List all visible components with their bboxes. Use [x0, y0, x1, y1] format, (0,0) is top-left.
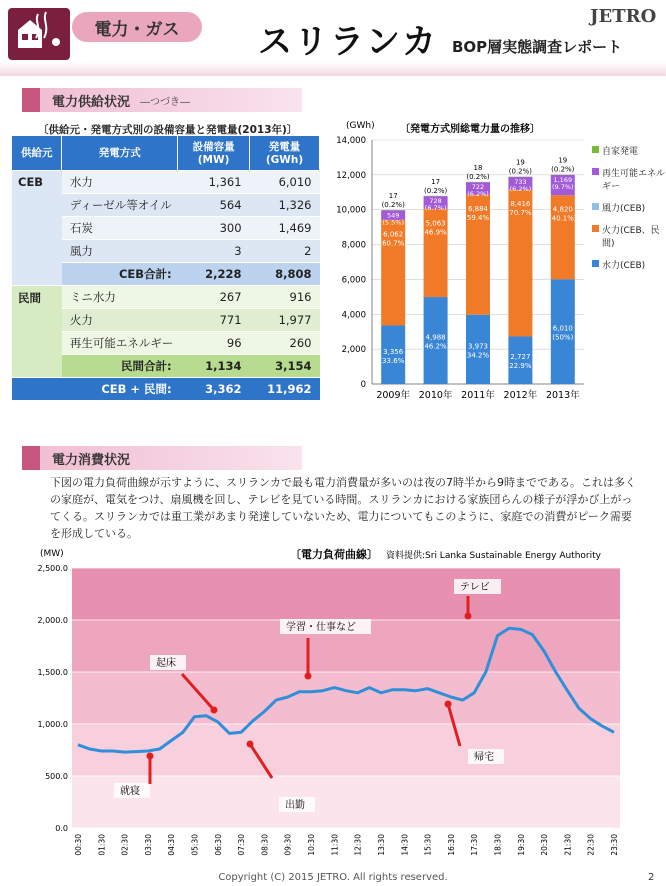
method-cell: 風力 — [62, 239, 178, 262]
data-label: 17 — [431, 177, 441, 186]
y-axis-label: (MW) — [40, 549, 64, 559]
x-tick-label: 17:30 — [470, 834, 480, 856]
x-tick-label: 21:30 — [563, 834, 573, 856]
page-number: 2 — [648, 872, 655, 883]
data-label: (50%) — [552, 333, 574, 342]
data-label: (5.5%) — [382, 218, 404, 227]
chart-band — [72, 568, 620, 620]
legend-item — [592, 258, 666, 271]
y-tick-label: 2,000.0 — [37, 616, 68, 625]
subtotal-label: CEB合計: — [62, 262, 178, 285]
legend-label: 再生可能エネルギー — [602, 169, 666, 192]
y-tick-label: 10,000 — [336, 205, 366, 216]
x-tick-label: 18:30 — [493, 834, 503, 856]
y-tick-label: 14,000 — [336, 136, 366, 146]
data-label: (40.1%) — [548, 214, 577, 223]
page-subtitle: BOP層実態調査レポート — [452, 38, 623, 56]
y-tick-label: 0 — [360, 380, 366, 390]
data-label: (22.9%) — [506, 362, 535, 371]
data-label: 3,973 — [467, 342, 489, 351]
chart-legend — [592, 144, 666, 280]
legend-label: 水力(CEB) — [602, 261, 646, 271]
section-bar — [22, 446, 40, 470]
legend-item — [592, 201, 666, 214]
section-bar — [22, 88, 40, 112]
arrow-head-icon — [247, 741, 254, 748]
section-title-text: 電力消費状況 — [52, 452, 131, 468]
x-tick-label: 12:30 — [353, 834, 363, 856]
gwh-cell: 1,469 — [250, 216, 320, 239]
table-row — [12, 170, 320, 193]
y-tick-label: 1,500.0 — [37, 668, 68, 677]
mw-cell: 564 — [178, 193, 250, 216]
legend-label: 自家発電 — [602, 147, 639, 157]
data-label: 722 — [471, 183, 485, 192]
data-label: 5,063 — [425, 219, 446, 228]
mw-cell: 3 — [178, 239, 250, 262]
data-label: (6.2%) — [467, 190, 489, 199]
mw-cell: 96 — [178, 331, 250, 354]
x-tick-label: 02:30 — [120, 834, 130, 856]
data-label: (33.6%) — [379, 356, 408, 365]
x-tick-label: 2012年 — [503, 390, 538, 401]
x-tick-label: 05:30 — [190, 834, 200, 856]
gwh-cell: 260 — [250, 331, 320, 354]
x-tick-label: 11:30 — [330, 834, 340, 856]
gwh-cell: 6,010 — [250, 170, 320, 193]
data-label: 6,062 — [383, 230, 404, 239]
chart-band — [72, 776, 620, 828]
x-tick-label: 2011年 — [461, 390, 495, 401]
legend-item — [592, 223, 666, 249]
method-cell: 再生可能エネルギー — [62, 331, 178, 354]
method-cell: ミニ水力 — [62, 285, 178, 308]
total-row — [12, 377, 320, 400]
col-header-supplier: 供給元 — [12, 136, 62, 170]
data-label: 2,727 — [510, 353, 531, 362]
load-curve-chart — [28, 546, 628, 868]
subtotal-gwh: 8,808 — [250, 262, 320, 285]
y-axis-label: (GWh) — [346, 121, 375, 131]
legend-label: 風力(CEB) — [602, 204, 646, 214]
header-divider — [0, 62, 666, 76]
arrow-head-icon — [147, 753, 154, 760]
data-label: (0.2%) — [508, 167, 533, 176]
x-tick-label: 08:30 — [260, 834, 270, 856]
page-title: スリランカ — [258, 22, 438, 62]
y-tick-label: 0.0 — [55, 824, 68, 833]
mw-cell: 771 — [178, 308, 250, 331]
body-paragraph: 下図の電力負荷曲線が示すように、スリランカで最も電力消費量が多いのは夜の7時半から9時までである。これは多くの家庭が、電気をつけ、扇風機を回し、テレビを見ている時間。スリランカにおける家族団らんの様子が浮かび上がってくる。スリランカでは重工業があまり発達していないため、電力についてもこのように、家庭での消費がピーク需要を形成している。 — [50, 476, 636, 540]
method-cell: ディーゼル等オイル — [62, 193, 178, 216]
y-tick-label: 500.0 — [45, 772, 68, 781]
data-label: (59.4%) — [464, 214, 492, 223]
copyright: Copyright (C) 2015 JETRO. All rights reserved. — [218, 872, 448, 883]
mw-cell: 267 — [178, 285, 250, 308]
y-tick-label: 12,000 — [336, 170, 366, 181]
section-continued: ―つづき― — [140, 96, 191, 108]
x-tick-label: 00:30 — [74, 834, 83, 856]
x-tick-label: 13:30 — [376, 834, 386, 856]
chart-title: 〔発電方式別総電力量の推移〕 — [400, 124, 540, 135]
data-label: (46.2%) — [421, 342, 450, 351]
x-tick-label: 06:30 — [213, 834, 223, 856]
legend-swatch — [592, 203, 599, 210]
data-label: 19 — [558, 156, 568, 165]
annotation-label: 就寝 — [120, 786, 140, 797]
category-logo-icon — [8, 8, 70, 60]
data-label: 19 — [515, 158, 525, 167]
chart-band — [72, 672, 620, 724]
x-tick-label: 01:30 — [97, 834, 107, 856]
x-tick-label: 03:30 — [143, 834, 153, 856]
data-label: 4,820 — [552, 205, 573, 214]
x-tick-label: 15:30 — [423, 834, 433, 856]
mw-cell: 300 — [178, 216, 250, 239]
method-cell: 石炭 — [62, 216, 178, 239]
method-cell: 水力 — [62, 170, 178, 193]
gwh-cell: 1,977 — [250, 308, 320, 331]
data-label: (70.7%) — [506, 209, 535, 218]
legend-item — [592, 144, 666, 157]
data-label: 4,988 — [425, 333, 446, 342]
data-label: 6,884 — [467, 205, 489, 214]
arrow-head-icon — [465, 613, 472, 620]
arrow-head-icon — [305, 673, 312, 680]
data-label: 18 — [473, 163, 483, 172]
x-tick-label: 22:30 — [586, 834, 596, 856]
subtotal-mw: 2,228 — [178, 262, 250, 285]
legend-swatch — [592, 260, 599, 267]
capacity-table — [12, 136, 320, 401]
x-tick-label: 07:30 — [237, 834, 247, 856]
section-title-text: 電力供給状況 — [52, 94, 131, 110]
data-label: (0.2%) — [381, 200, 405, 209]
data-label: 733 — [514, 178, 527, 187]
data-label: (9.7%) — [552, 182, 574, 191]
data-label: 8,416 — [510, 200, 531, 209]
data-label: 549 — [386, 211, 400, 220]
data-label: (0.2%) — [551, 165, 575, 174]
gwh-cell: 2 — [250, 239, 320, 262]
gwh-cell: 916 — [250, 285, 320, 308]
data-label: (34.2%) — [464, 351, 492, 360]
y-tick-label: 2,000 — [341, 345, 366, 356]
gwh-cell: 1,326 — [250, 193, 320, 216]
table-row — [12, 285, 320, 308]
category-tag: 電力・ガス — [72, 12, 202, 42]
col-header-capacity: 設備容量 (MW) — [178, 136, 250, 170]
data-label: (6.2%) — [509, 185, 532, 194]
legend-swatch — [592, 225, 599, 232]
subtotal-label: 民間合計: — [62, 354, 178, 377]
x-tick-label: 2009年 — [376, 390, 411, 401]
legend-item — [592, 166, 666, 192]
y-tick-label: 6,000 — [341, 275, 366, 286]
y-tick-label: 8,000 — [341, 240, 366, 251]
arrow-head-icon — [211, 707, 218, 714]
subtotal-mw: 1,134 — [178, 354, 250, 377]
x-tick-label: 20:30 — [540, 834, 550, 856]
data-label: (60.7%) — [379, 239, 408, 248]
generation-bar-chart — [330, 118, 592, 414]
annotation-label: 起床 — [156, 658, 176, 669]
section-title-consumption — [22, 446, 302, 470]
total-label: CEB + 民間: — [12, 377, 178, 400]
chart-title: 〔電力負荷曲線〕 — [290, 548, 378, 561]
x-tick-label: 14:30 — [400, 834, 410, 856]
x-tick-label: 04:30 — [167, 834, 177, 856]
col-header-method: 発電方式 — [62, 136, 178, 170]
annotation-label: 帰宅 — [474, 752, 494, 763]
data-label: (6.7%) — [424, 204, 447, 213]
table-caption: 〔供給元・発電方式別の設備容量と発電量(2013年)〕 — [38, 124, 298, 136]
data-label: 3,356 — [383, 347, 404, 356]
total-gwh: 11,962 — [250, 377, 320, 400]
data-label: (0.2%) — [423, 186, 448, 195]
legend-swatch — [592, 146, 599, 153]
arrow-head-icon — [445, 701, 452, 708]
annotation-label: 出勤 — [285, 800, 305, 811]
jetro-logo: JETRO — [590, 6, 657, 27]
data-label: 1,169 — [553, 175, 573, 184]
x-tick-label: 2013年 — [545, 390, 580, 401]
data-label: 728 — [429, 197, 442, 206]
x-tick-label: 16:30 — [446, 834, 456, 856]
x-tick-label: 10:30 — [307, 834, 317, 856]
legend-swatch — [592, 168, 599, 175]
data-label: (0.2%) — [466, 172, 490, 181]
x-tick-label: 23:30 — [610, 834, 619, 856]
y-tick-label: 4,000 — [341, 310, 366, 321]
x-tick-label: 09:30 — [283, 834, 293, 856]
mw-cell: 1,361 — [178, 170, 250, 193]
group-label-private: 民間 — [12, 285, 62, 377]
group-label-ceb: CEB — [12, 170, 62, 285]
annotation-label: テレビ — [460, 582, 490, 593]
legend-label: 火力(CEB、民間) — [602, 226, 660, 249]
method-cell: 火力 — [62, 308, 178, 331]
data-label: (46.9%) — [421, 228, 450, 237]
col-header-generation: 発電量 (GWh) — [250, 136, 320, 170]
x-tick-label: 2010年 — [418, 390, 453, 401]
data-label: 17 — [388, 191, 398, 200]
y-tick-label: 2,500.0 — [37, 564, 68, 573]
section-title-supply — [22, 88, 302, 112]
y-tick-label: 1,000.0 — [37, 720, 68, 729]
annotation-label: 学習・仕事など — [286, 622, 356, 633]
data-label: 6,010 — [552, 324, 573, 333]
chart-source: 資料提供:Sri Lanka Sustainable Energy Authority — [386, 551, 601, 561]
table-header-row — [12, 136, 320, 170]
total-mw: 3,362 — [178, 377, 250, 400]
x-tick-label: 19:30 — [516, 834, 526, 856]
subtotal-gwh: 3,154 — [250, 354, 320, 377]
